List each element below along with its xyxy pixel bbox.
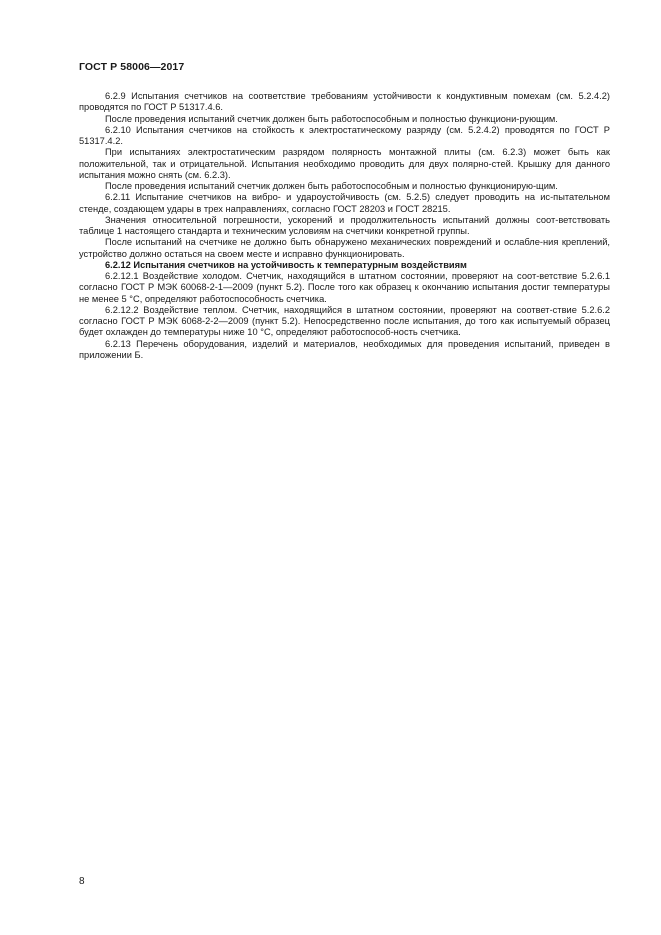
document-body: [79, 91, 610, 361]
paragraph: После проведения испытаний счетчик должен быть работоспособным и полностью функциони-рующим.: [105, 113, 558, 124]
paragraph: При испытаниях электростатическим разрядом полярность монтажной плиты (см. 6.2.3) может быть как положительной, так и отрицательной. Испытания необходимо проводить для двух полярно-стей. Крышку для данного испытания можно снять (см. 6.2.3).: [79, 147, 610, 180]
paragraph-6-2-12-2: 6.2.12.2 Воздействие теплом. Счетчик, находящийся в штатном состоянии, проверяют на соответ-ствие 5.2.6.2 согласно ГОСТ Р МЭК 6068-2-2—2009 (пункт 5.2). Непосредственно после испытания, до того как испытуемый образец будет охлажден до температуры ниже 10 °С, определяют работоспособ-ность счетчика.: [79, 304, 610, 338]
document-header: ГОСТ Р 58006—2017: [79, 61, 185, 73]
paragraph: После проведения испытаний счетчик должен быть работоспособным и полностью функционирую-щим.: [105, 181, 558, 191]
page-number: 8: [79, 876, 85, 887]
section-heading-6-2-12: 6.2.12 Испытания счетчиков на устойчивость к температурным воздействиям: [105, 259, 467, 270]
paragraph: После испытаний на счетчике не должно быть обнаружено механических повреждений и ослабле-ния креплений, устройство должно остаться на своем месте и исправно функционировать.: [79, 237, 610, 259]
paragraph-6-2-11: 6.2.11 Испытание счетчиков на вибро- и удароустойчивость (см. 5.2.5) следует проводить на ис-пытательном стенде, создающем удары в трех направлениях, согласно ГОСТ 28203 и ГОСТ 28215.: [79, 192, 610, 214]
paragraph-6-2-13: 6.2.13 Перечень оборудования, изделий и материалов, необходимых для проведения испытаний, приведен в приложении Б.: [79, 338, 610, 360]
paragraph: Значения относительной погрешности, ускорений и продолжительность испытаний должны соот-ветствовать таблице 1 настоящего стандарта и техническим условиям на счетчики конкретной группы.: [79, 214, 610, 236]
paragraph-6-2-12-1: 6.2.12.1 Воздействие холодом. Счетчик, находящийся в штатном состоянии, проверяют на соот-ветствие 5.2.6.1 согласно ГОСТ Р МЭК 60068-2-1—2009 (пункт 5.2). После того как образец к окончанию испытания достиг температуры не менее 5 °С, определяют работоспособность счетчика.: [79, 271, 610, 304]
paragraph-6-2-10: 6.2.10 Испытания счетчиков на стойкость к электростатическому разряду (см. 5.2.4.2) проводятся по ГОСТ Р 51317.4.2.: [79, 124, 610, 146]
paragraph-6-2-9: 6.2.9 Испытания счетчиков на соответствие требованиям устойчивости к кондуктивным помехам (см. 5.2.4.2) проводятся по ГОСТ Р 51317.4.6.: [79, 91, 610, 113]
